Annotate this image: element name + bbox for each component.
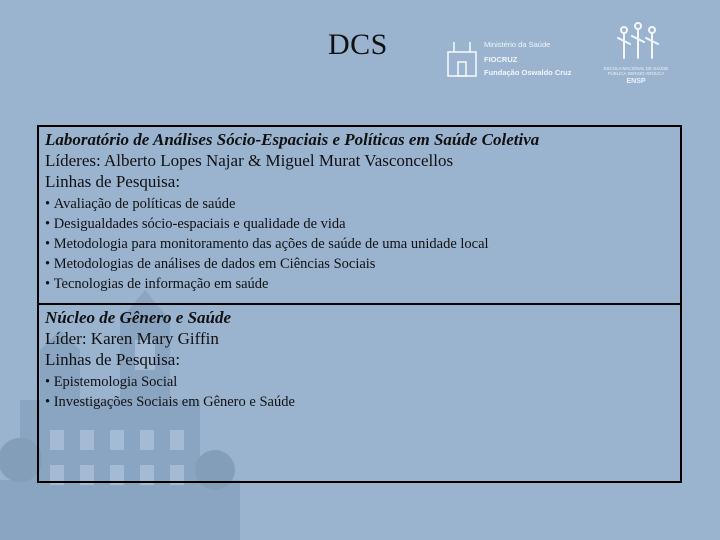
section-title: Núcleo de Gênero e Saúde: [45, 308, 232, 327]
people-icon: [616, 22, 660, 62]
list-item: • Metodologias de análises de dados em Ciências Sociais: [45, 254, 674, 274]
ensp-logo-caption: ESCOLA NACIONAL DE SAÚDE PÚBLICA SERGIO AROUCA: [603, 66, 669, 76]
fiocruz-logo-line2: FIOCRUZ: [484, 55, 518, 64]
list-item: • Avaliação de políticas de saúde: [45, 194, 674, 214]
section-lines-label: Linhas de Pesquisa:: [45, 172, 181, 191]
research-lines-list: [45, 372, 674, 412]
page-title: DCS: [328, 28, 388, 61]
section-panel-lab: [37, 125, 682, 305]
fiocruz-logo: [440, 34, 590, 82]
list-item: • Investigações Sociais em Gênero e Saúde: [45, 392, 674, 412]
fiocruz-logo-line1: Ministério da Saúde: [484, 40, 551, 49]
research-lines-list: [45, 194, 674, 294]
list-item: • Desigualdades sócio-espaciais e qualidade de vida: [45, 214, 674, 234]
section-panel-nucleo: [37, 303, 682, 483]
castle-icon: [444, 38, 480, 78]
section-lines-label: Linhas de Pesquisa:: [45, 350, 181, 369]
list-item: • Metodologia para monitoramento das ações de saúde de uma unidade local: [45, 234, 674, 254]
section-leaders: Líder: Karen Mary Giffin: [45, 329, 219, 348]
list-item: • Epistemologia Social: [45, 372, 674, 392]
ensp-logo-abbr: ENSP: [626, 78, 646, 85]
section-title: Laboratório de Análises Sócio-Espaciais e Políticas em Saúde Coletiva: [45, 130, 540, 149]
section-leaders: Líderes: Alberto Lopes Najar & Miguel Murat Vasconcellos: [45, 151, 454, 170]
list-item: • Tecnologias de informação em saúde: [45, 274, 674, 294]
ensp-logo: [600, 22, 672, 90]
fiocruz-logo-line3: Fundação Oswaldo Cruz: [484, 68, 572, 77]
